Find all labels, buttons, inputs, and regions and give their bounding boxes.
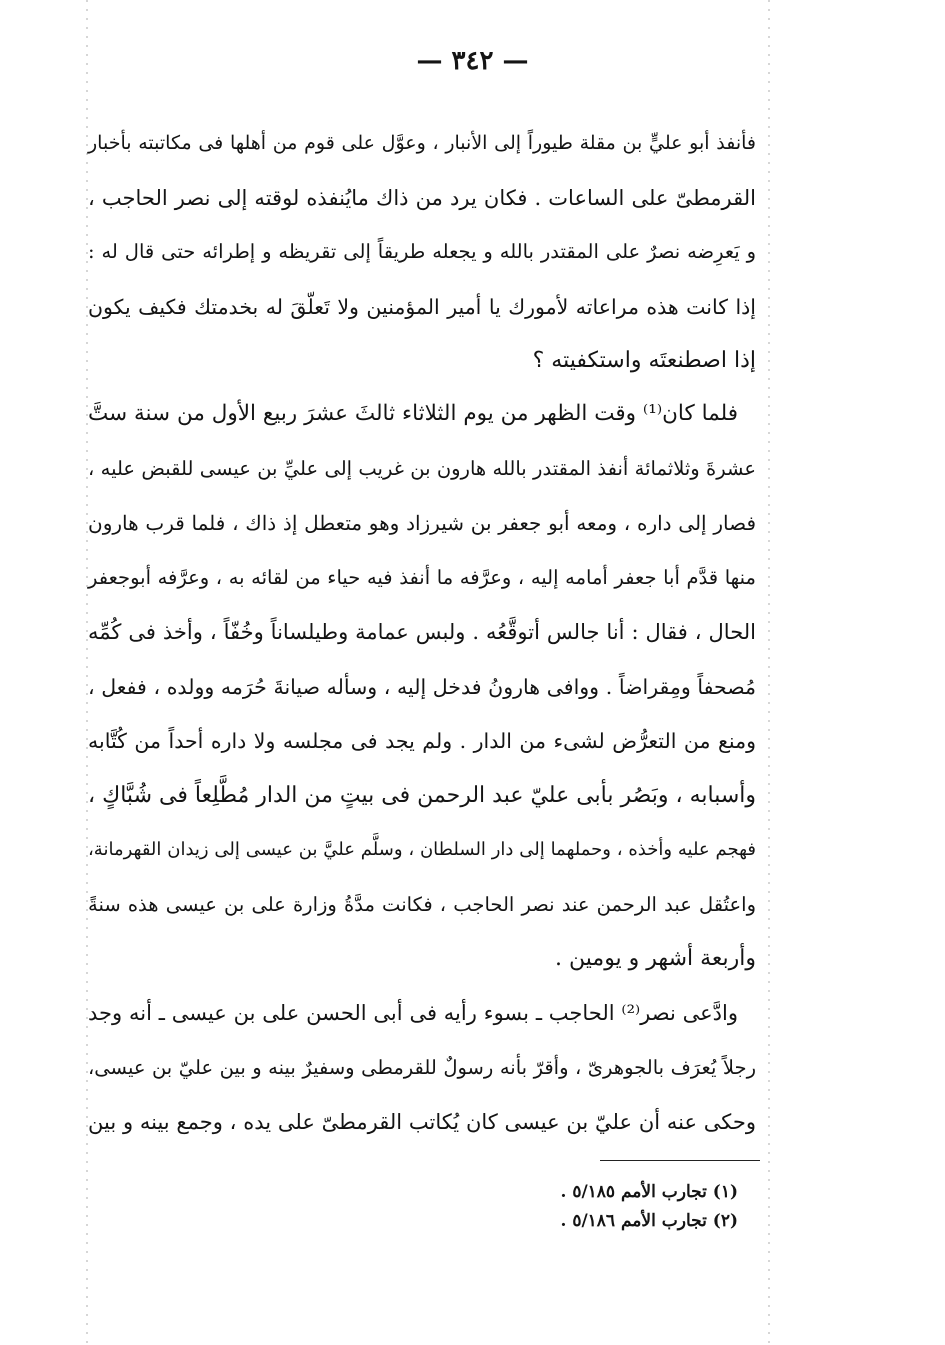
- text-line: عشرةَ وثلاثمائة أنفذ المقتدر بالله هارون بن غريب إلى عليِّ بن عيسى للقبض عليه ،: [88, 456, 756, 480]
- text-line: مُصحفاً ومِقراضاً . ووافى هارونُ فدخل إليه ، وسأله صيانةَ حُرَمه وولده ، ففعل ،: [88, 674, 756, 699]
- text-line: الحال ، فقال : أنا جالس أتوقَّعُه . ولبس عمامة وطيلساناً وخُفّاً ، وأخذ فى كُمِّه: [88, 620, 756, 644]
- text-line: منها قدَّم أبا جعفر أمامه إليه ، وعرَّفه ما أنفذ فيه حياء من لقائه به ، وعرَّفه أبوجعفر: [88, 565, 756, 589]
- text-line: واعتُقل عبد الرحمن عند نصر الحاجب ، فكانت مدَّةُ وزارة على بن عيسى هذه سنةً: [88, 892, 756, 916]
- paragraph-1: [88, 116, 756, 389]
- text-line: فصار إلى داره ، ومعه أبو جعفر بن شيرزاد وهو متعطل إذ ذاك ، فلما قرب هارون: [88, 511, 756, 535]
- text-line: إذا اصطنعتَه واستكفيته ؟: [532, 348, 756, 373]
- text-line: وأسبابه ، وبَصُر بأبى عليّ عبد الرحمن فى بيتٍ من الدار مُطَّلِعاً فى شُبَّاكٍ ،: [88, 782, 756, 808]
- right-margin-guide: [768, 0, 770, 1345]
- footnote-separator: [600, 1160, 760, 1161]
- page-number: — ٣٤٢ —: [416, 46, 529, 76]
- text-line: فهجم عليه وأخذه ، وحملهما إلى دار السلطان ، وسلَّم عليَّ بن عيسى إلى زيدان القهرمانة،: [88, 839, 756, 860]
- paragraph-3: [88, 986, 756, 1150]
- text-line: القرمطىّ على الساعات . فكان يرد من ذاك مايُنفذه لوقته إلى نصر الحاجب ،: [88, 185, 756, 210]
- text-line: فلما كان⁽¹⁾ وقت الظهر من يوم الثلاثاء ثالثَ عشرَ ربيع الأول من سنة ستَّ: [88, 401, 738, 426]
- text-line: و يَعرِضه نصرٌ على المقتدر بالله و يجعله طريقاً إلى تقريظه و إطرائه حتى قال له :: [88, 240, 756, 263]
- text-line: ومنع من التعرُّض لشىء من الدار . ولم يجد فى مجلسه ولا داره أحداً من كُتَّابه: [88, 729, 756, 753]
- text-line: إذا كانت هذه مراعاته لأمورك يا أمير المؤمنين ولا تَعلّقَ له بخدمتك فكيف يكون: [88, 294, 756, 319]
- text-line: وادَّعى نصر⁽²⁾ الحاجب ـ بسوء رأيه فى أبى الحسن على بن عيسى ـ أنه وجد: [88, 1001, 738, 1025]
- text-line: وأربعة أشهر و يومين .: [555, 946, 756, 971]
- footnote-1: (١) تجارب الأمم ٥/١٨٥ .: [560, 1182, 738, 1202]
- paragraph-2: [88, 387, 756, 987]
- text-line: وحكى عنه أن عليّ بن عيسى كان يُكاتب القرمطىّ على يده ، وجمع بينه و بين: [88, 1110, 756, 1134]
- footnote-2: (٢) تجارب الأمم ٥/١٨٦ .: [560, 1211, 738, 1231]
- footnotes: [420, 1178, 738, 1236]
- text-line: فأنفذ أبو عليٍّ بن مقلة طيوراً إلى الأنبار ، وعوَّل على قوم من أهلها فى مكاتبته بأخبار: [88, 132, 756, 154]
- text-line: رجلاً يُعرَف بالجوهرىّ ، وأقرّ بأنه رسولٌ للقرمطى وسفيرٌ بينه و بين عليّ بن عيسى،: [88, 1055, 756, 1079]
